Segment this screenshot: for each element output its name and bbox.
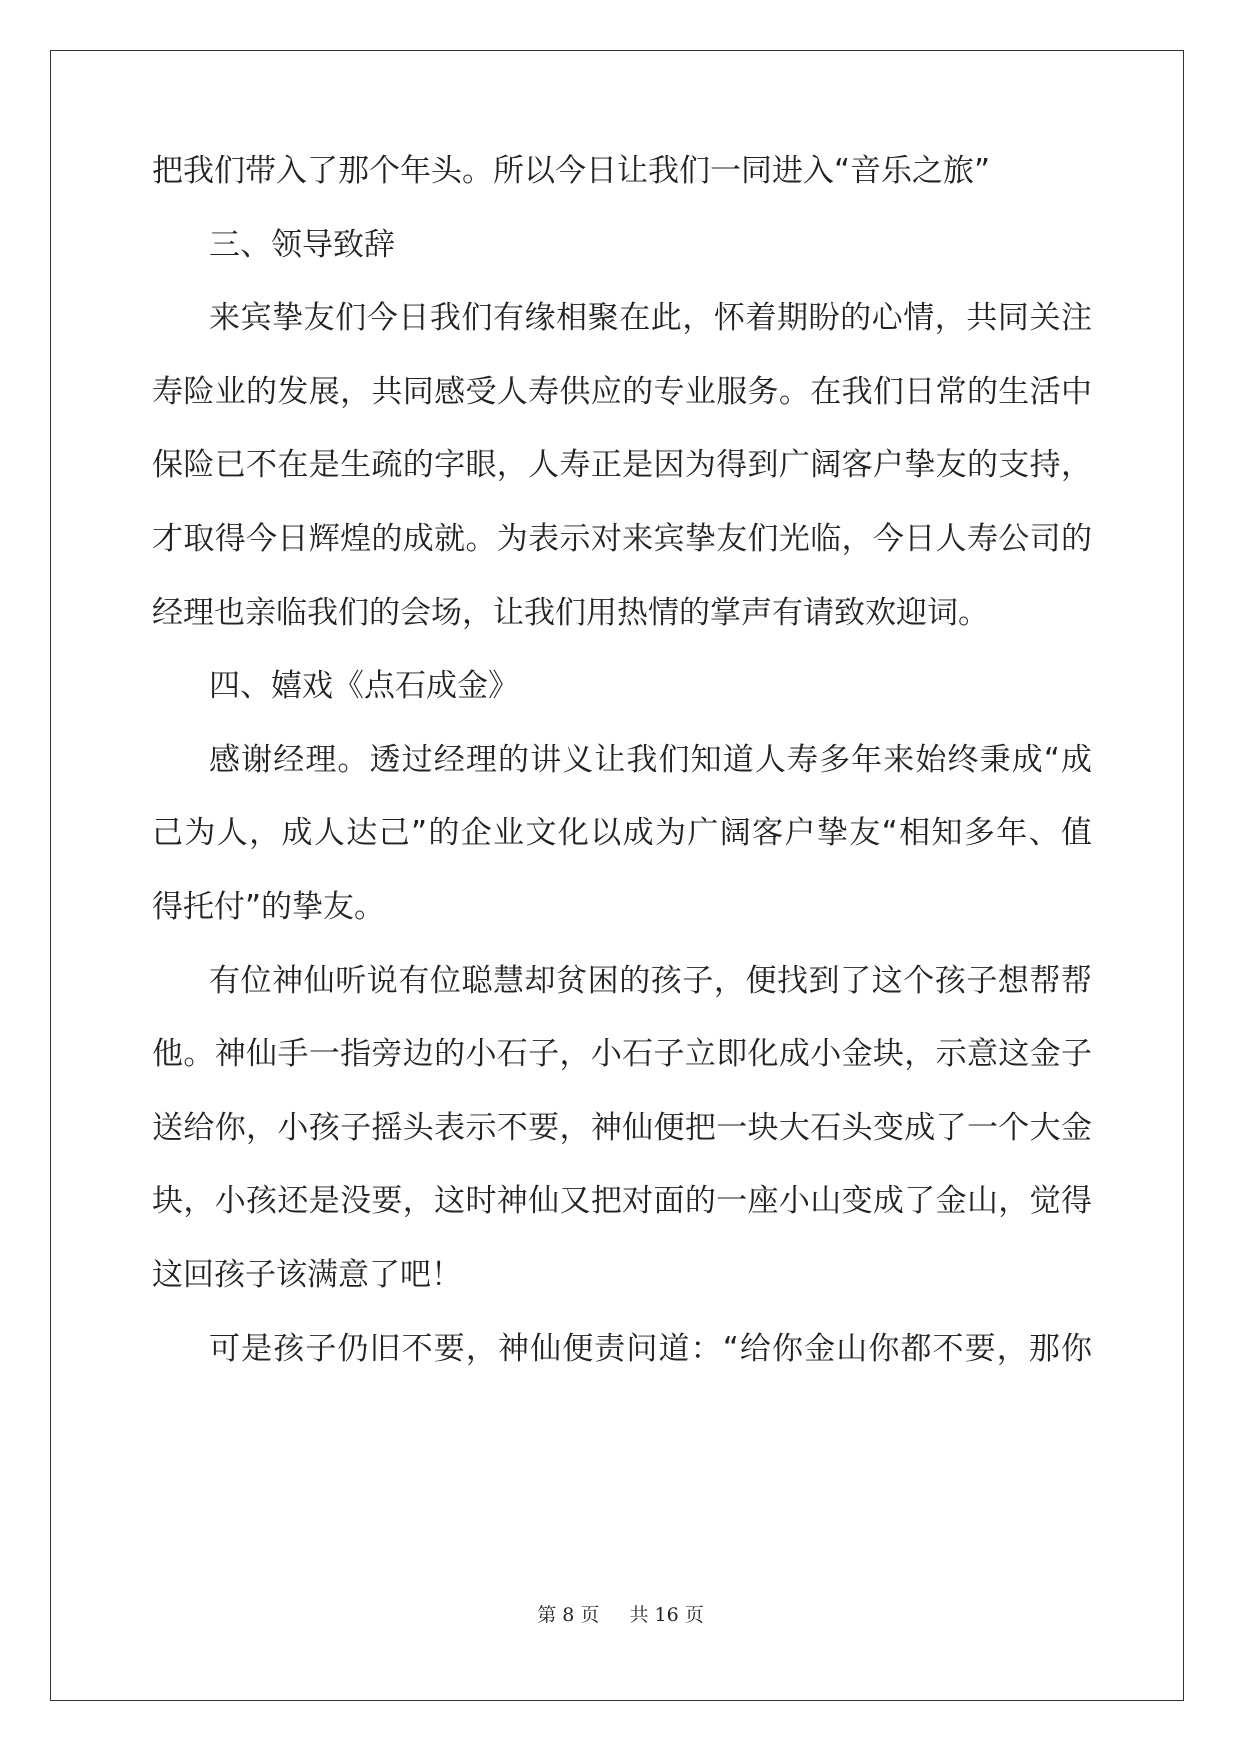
- text-line: 有位神仙听说有位聪慧却贫困的孩子，便找到了这个孩子想帮帮: [209, 962, 1092, 999]
- text-line: 保险已不在是生疏的字眼，人寿正是因为得到广阔客户挚友的支持，: [152, 447, 1092, 484]
- text-line: 经理也亲临我们的会场，让我们用热情的掌声有请致欢迎词。: [152, 594, 989, 631]
- text-line: 寿险业的发展，共同感受人寿供应的专业服务。在我们日常的生活中: [152, 373, 1092, 410]
- page-total: 共 16 页: [629, 1604, 704, 1626]
- text-line: 来宾挚友们今日我们有缘相聚在此，怀着期盼的心情，共同关注: [209, 300, 1092, 337]
- text-line: 得托付”的挚友。: [152, 889, 386, 925]
- text-line: 他。神仙手一指旁边的小石子，小石子立即化成小金块，示意这金子: [152, 1036, 1092, 1073]
- text-line: 三、领导致辞: [209, 226, 395, 263]
- text-line: 才取得今日辉煌的成就。为表示对来宾挚友们光临，今日人寿公司的: [152, 521, 1092, 557]
- text-line: 四、嬉戏《点石成金》: [209, 668, 519, 705]
- text-line: 这回孩子该满意了吧！: [152, 1257, 462, 1293]
- text-line: 块，小孩还是没要，这时神仙又把对面的一座小山变成了金山，觉得: [152, 1183, 1092, 1220]
- text-line: 己为人，成人达己”的企业文化以成为广阔客户挚友“相知多年、值: [152, 815, 1092, 852]
- page-footer: [0, 1600, 1241, 1627]
- page-number: 第 8 页: [537, 1604, 600, 1626]
- text-line: 感谢经理。透过经理的讲义让我们知道人寿多年来始终秉成“成: [209, 741, 1092, 778]
- text-line: 把我们带入了那个年头。所以今日让我们一同进入“音乐之旅”: [152, 153, 991, 189]
- text-line: 送给你，小孩子摇头表示不要，神仙便把一块大石头变成了一个大金: [152, 1109, 1092, 1146]
- text-line: 可是孩子仍旧不要，神仙便责问道：“给你金山你都不要，那你: [209, 1330, 1092, 1367]
